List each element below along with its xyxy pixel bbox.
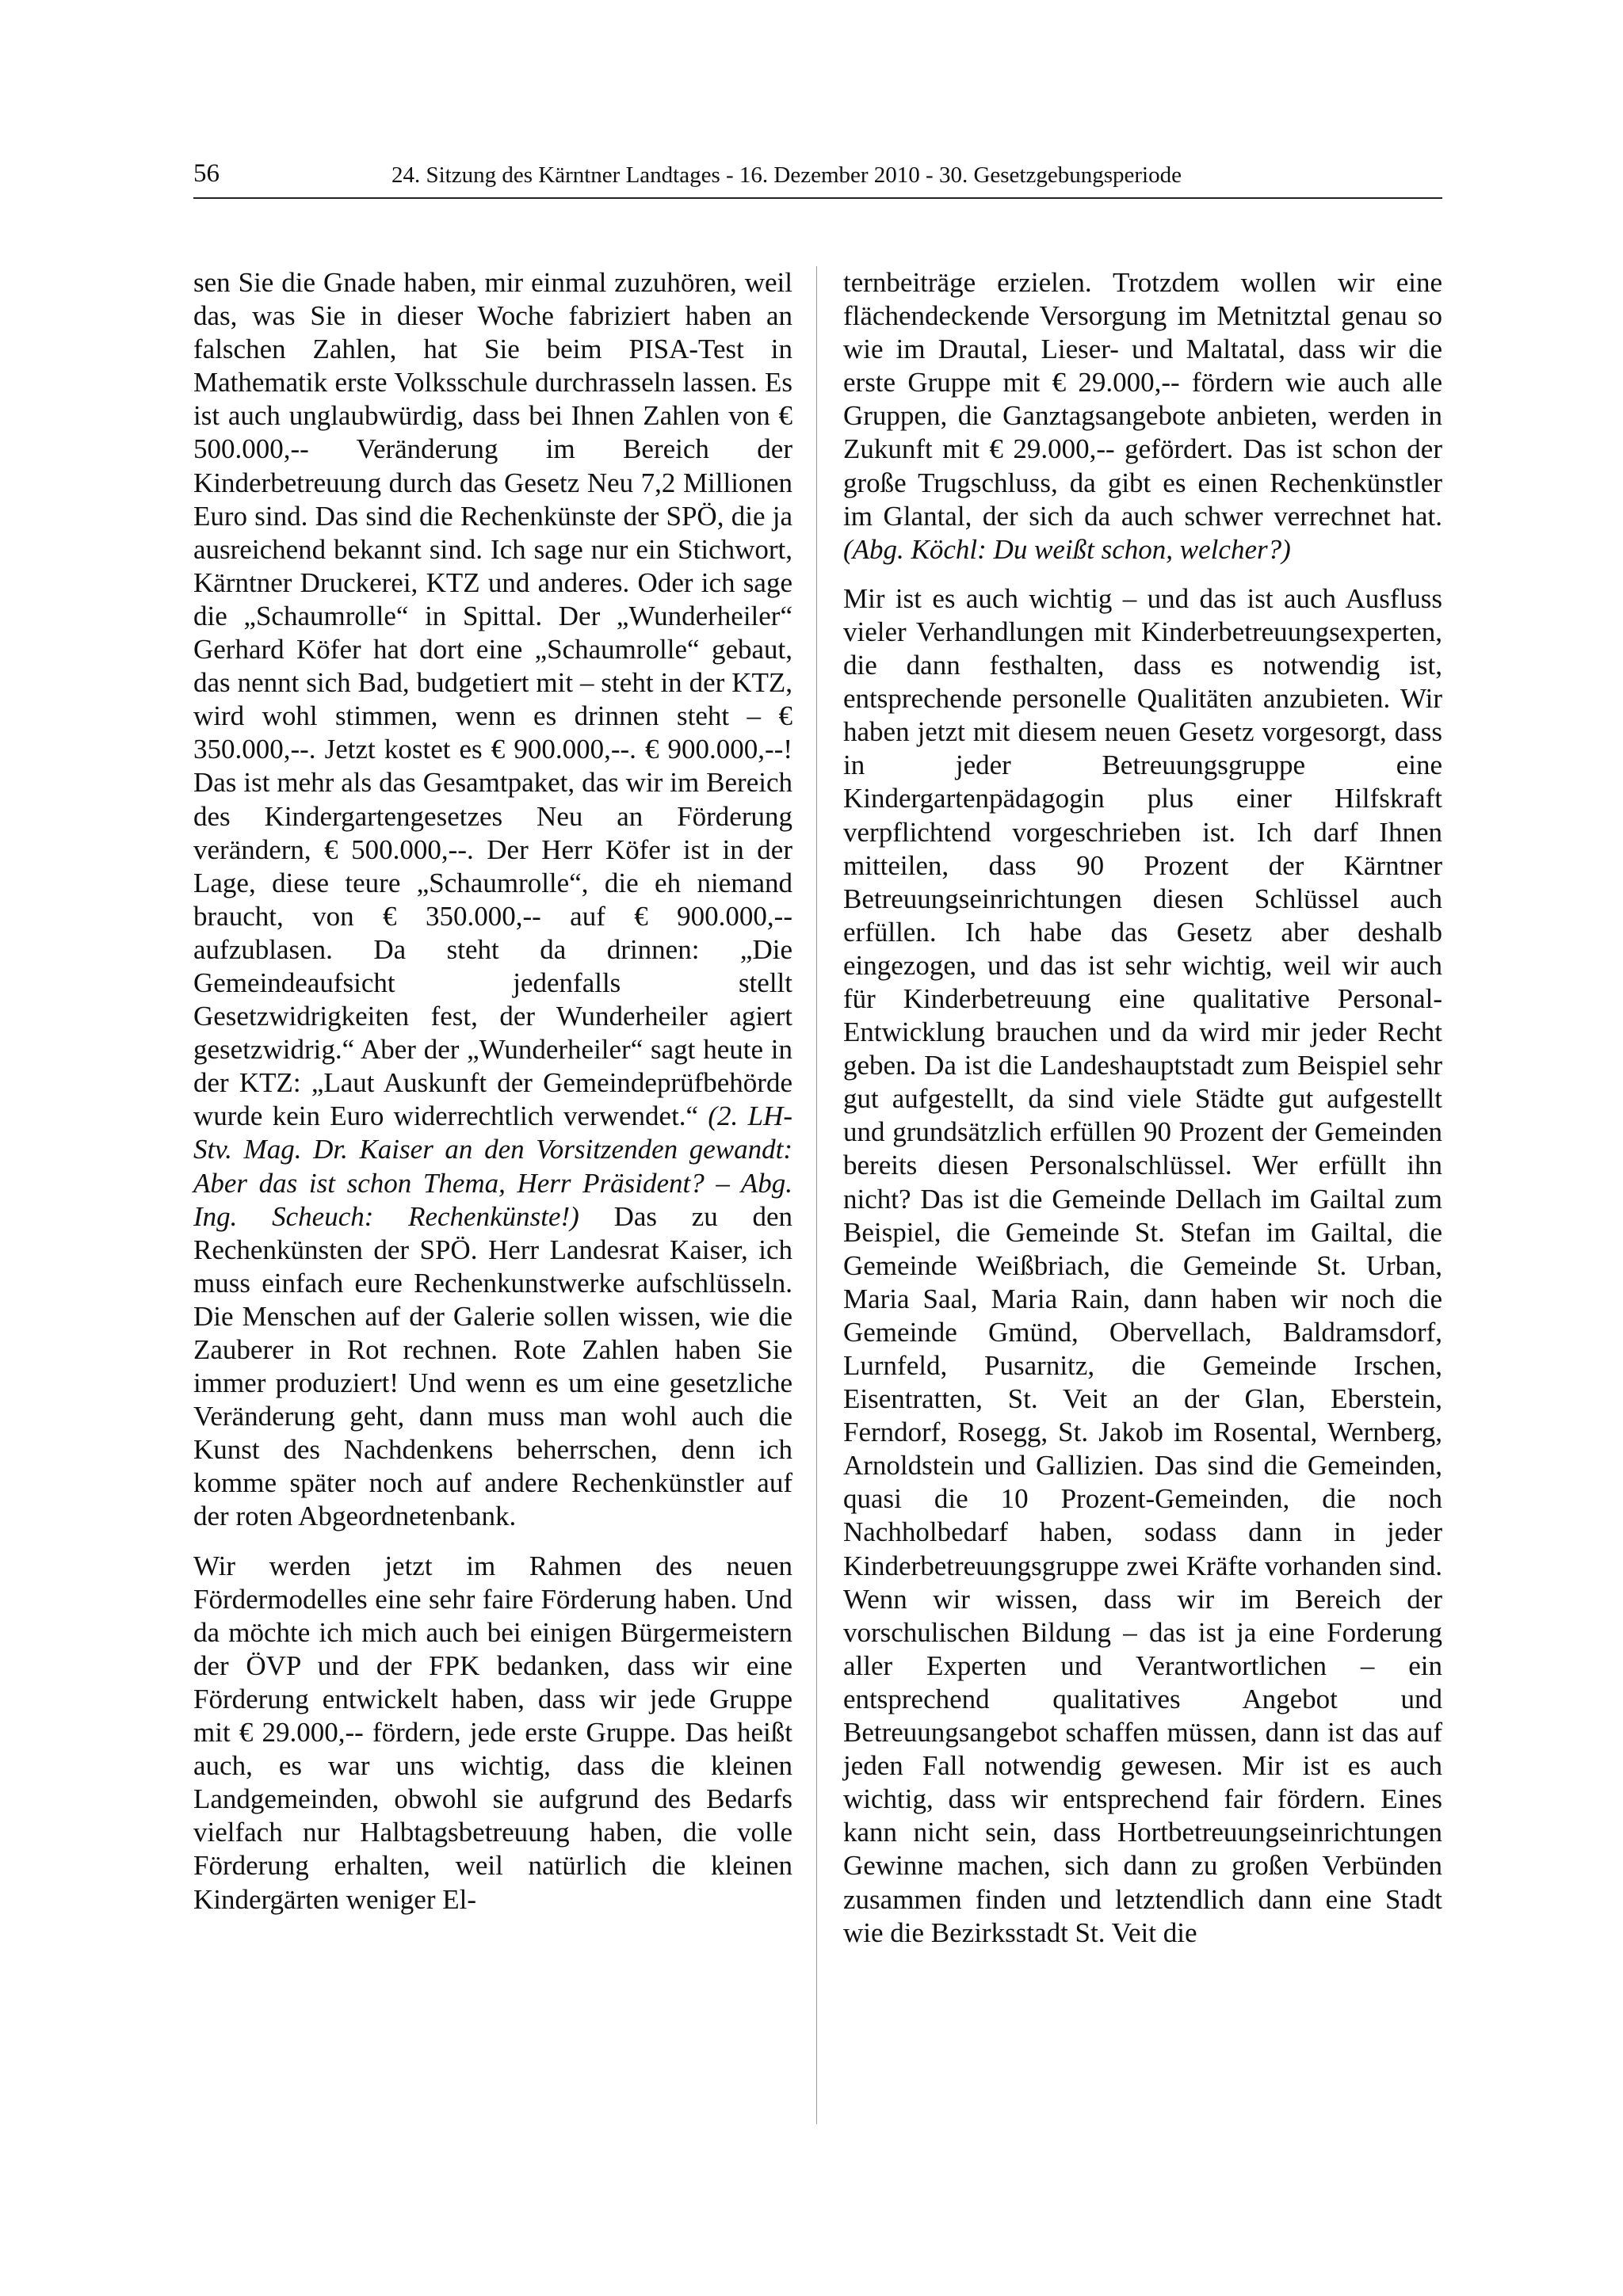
column-divider: [816, 266, 817, 2124]
paragraph: [843, 266, 1442, 566]
paragraph: Wir werden jetzt im Rahmen des neuen Fördermodelles eine sehr faire Förderung haben. Und da möchte ich mich auch bei einigen Bürgermeistern der ÖVP und der FPK bedanken, dass wir eine Förderung entwickelt haben, dass wir jede Gruppe mit € 29.000,-- fördern, jede erste Gruppe. Das heißt auch, es war uns wichtig, dass die kleinen Landgemeinden, obwohl sie aufgrund des Bedarfs vielfach nur Halbtagsbetreuung haben, die volle Förderung erhalten, weil natürlich die kleinen Kindergärten weniger El-: [193, 1550, 792, 1915]
page-header: [193, 154, 1442, 199]
paragraph: Mir ist es auch wichtig – und das ist auch Ausfluss vieler Verhandlungen mit Kinderbetreuungsexperten, die dann festhalten, dass es notwendig ist, entsprechende personelle Qualitäten anzubieten. Wir haben jetzt mit diesem neuen Gesetz vorgesorgt, dass in jeder Betreuungsgruppe eine Kindergartenpädagogin plus einer Hilfskraft verpflichtend vorgeschrieben ist. Ich darf Ihnen mitteilen, dass 90 Prozent der Kärntner Betreuungseinrichtungen diesen Schlüssel auch erfüllen. Ich habe das Gesetz aber deshalb eingezogen, und das ist sehr wichtig, weil wir auch für Kinderbetreuung eine qualitative Personal-Entwicklung brauchen und da wird mir jeder Recht geben. Da ist die Landeshauptstadt zum Beispiel sehr gut aufgestellt, da sind viele Städte gut aufgestellt und grundsätzlich erfüllen 90 Prozent der Gemeinden bereits diesen Personalschlüssel. Wer erfüllt ihn nicht? Das ist die Gemeinde Dellach im Gailtal zum Beispiel, die Gemeinde St. Stefan im Gailtal, die Gemeinde Weißbriach, die Gemeinde St. Urban, Maria Saal, Maria Rain, dann haben wir noch die Gemeinde Gmünd, Obervellach, Baldramsdorf, Lurnfeld, Pusarnitz, die Gemeinde Irschen, Eisentratten, St. Veit an der Glan, Eberstein, Ferndorf, Rosegg, St. Jakob im Rosental, Wernberg, Arnoldstein und Gallizien. Das sind die Gemeinden, quasi die 10 Prozent-Gemeinden, die noch Nachholbedarf haben, sodass dann in jeder Kinderbetreuungsgruppe zwei Kräfte vorhanden sind. Wenn wir wissen, dass wir im Bereich der vorschulischen Bildung – das ist ja eine Forderung aller Experten und Verantwortlichen – ein entsprechend qualitatives Angebot und Betreuungsangebot schaffen müssen, dann ist das auf jeden Fall notwendig gewesen. Mir ist es auch wichtig, dass wir entsprechend fair fördern. Eines kann nicht sein, dass Hortbetreuungseinrichtungen Gewinne machen, sich dann zu großen Verbünden zusammen finden und letztendlich dann eine Stadt wie die Bezirksstadt St. Veit die: [843, 582, 1442, 1948]
speech-text: sen Sie die Gnade haben, mir einmal zuzuhören, weil das, was Sie in dieser Woche fabriziert haben an falschen Zahlen, hat Sie beim PISA-Test in Mathematik erste Volksschule durchrasseln lassen. Es ist auch unglaubwürdig, dass bei Ihnen Zahlen von € 500.000,-- Veränderung im Bereich der Kinderbetreuung durch das Gesetz Neu 7,2 Millionen Euro sind. Das sind die Rechenkünste der SPÖ, die ja ausreichend bekannt sind. Ich sage nur ein Stichwort, Kärntner Druckerei, KTZ und anderes. Oder ich sage die „Schaumrolle“ in Spittal. Der „Wunderheiler“ Gerhard Köfer hat dort eine „Schaumrolle“ gebaut, das nennt sich Bad, budgetiert mit – steht in der KTZ, wird wohl stimmen, wenn es drinnen steht – € 350.000,--. Jetzt kostet es € 900.000,--. € 900.000,--! Das ist mehr als das Gesamtpaket, das wir im Bereich des Kindergartengesetzes Neu an Förderung verändern, € 500.000,--. Der Herr Köfer ist in der Lage, diese teure „Schaumrolle“, die eh niemand braucht, von € 350.000,-- auf € 900.000,-- aufzublasen. Da steht da drinnen: „Die Gemeindeaufsicht jedenfalls stellt Gesetzwidrigkeiten fest, der Wunderheiler agiert gesetzwidrig.“ Aber der „Wunderheiler“ sagt heute in der KTZ: „Laut Auskunft der Gemeindeprüfbehörde wurde kein Euro widerrechtlich verwendet.“: [193, 267, 792, 1132]
left-text-column: [193, 266, 792, 1917]
right-text-column: [843, 266, 1442, 1950]
running-header-title: 24. Sitzung des Kärntner Landtages - 16. Dezember 2010 - 30. Gesetzgebungsperiode: [391, 162, 1182, 188]
speech-text: Das zu den Rechenkünsten der SPÖ. Herr Landesrat Kaiser, ich muss einfach eure Rechenkunstwerke aufschlüsseln. Die Menschen auf der Galerie sollen wissen, wie die Zauberer in Rot rechnen. Rote Zahlen haben Sie immer produziert! Und wenn es um eine gesetzliche Veränderung geht, dann muss man wohl auch die Kunst des Nachdenkens beherrschen, denn ich komme später noch auf andere Rechenkünstler auf der roten Abgeordnetenbank.: [193, 1200, 793, 1532]
paragraph: [193, 266, 792, 1534]
interjection: (Abg. Köchl: Du weißt schon, welcher?): [843, 533, 1291, 565]
speech-text: ternbeiträge erzielen. Trotzdem wollen wir eine flächendeckende Versorgung im Metnitztal genau so wie im Drautal, Lieser- und Maltatal, dass wir die erste Gruppe mit € 29.000,-- fördern wie auch alle Gruppen, die Ganztagsangebote anbieten, werden in Zukunft mit € 29.000,-- gefördert. Das ist schon der große Trugschluss, da gibt es einen Rechenkünstler im Glantal, der sich da auch schwer verrechnet hat.: [843, 267, 1442, 532]
page-number: 56: [193, 159, 220, 188]
interjection: (2. LH-Stv. Mag. Dr. Kaiser an den Vorsitzenden gewandt: Aber das ist schon Thema, Herr Präsident? – Abg. Ing. Scheuch: Rechenkünste!): [193, 1100, 792, 1232]
